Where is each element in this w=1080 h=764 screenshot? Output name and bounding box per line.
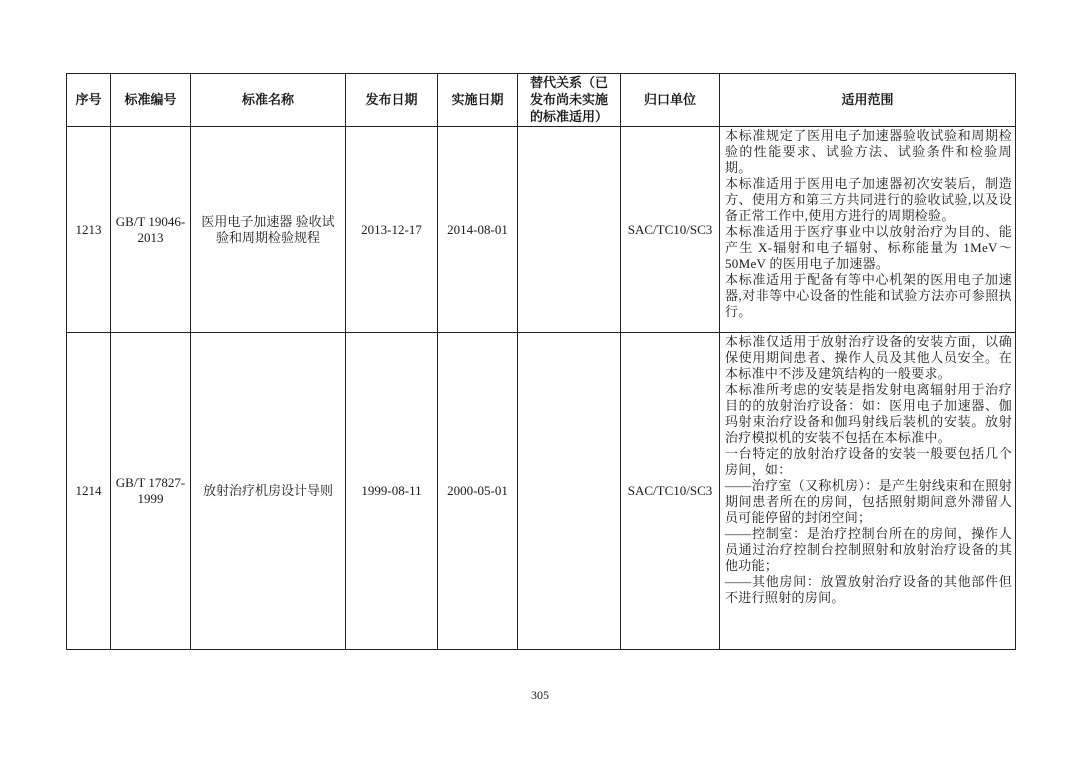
- cell-replaces: [518, 127, 621, 333]
- scope-paragraph: 本标准适用于医用电子加速器初次安装后，制造方、使用方和第三方共同进行的验收试验,以及设备正常工作中,使用方进行的周期检验。: [725, 176, 1012, 223]
- cell-scope: [720, 127, 1016, 333]
- cell-code: GB/T 17827-1999: [111, 333, 191, 650]
- page-number: 305: [531, 688, 549, 702]
- table-row: [67, 127, 1016, 333]
- cell-scope: [720, 333, 1016, 650]
- scope-paragraph: 本标准规定了医用电子加速器验收试验和周期检验的性能要求、试验方法、试验条件和检验周期。: [725, 128, 1012, 175]
- standards-table: [66, 73, 1016, 650]
- scope-paragraph: 本标准仅适用于放射治疗设备的安装方面，以确保使用期间患者、操作人员及其他人员安全。在本标准中不涉及建筑结构的一般要求。: [725, 334, 1012, 381]
- cell-seq: 1214: [67, 333, 111, 650]
- header-row: [67, 74, 1016, 127]
- scope-paragraph: ——治疗室（又称机房）：是产生射线束和在照射期间患者所在的房间，包括照射期间意外滞留人员可能停留的封闭空间；: [725, 478, 1012, 525]
- cell-code: GB/T 19046-2013: [111, 127, 191, 333]
- scope-paragraph: 本标准适用于配备有等中心机架的医用电子加速器,对非等中心设备的性能和试验方法亦可参照执行。: [725, 272, 1012, 319]
- header-replaces: 替代关系（已发布尚未实施的标准适用）: [518, 74, 621, 127]
- table-row: [67, 333, 1016, 650]
- header-code: 标准编号: [111, 74, 191, 127]
- cell-published: 2013-12-17: [346, 127, 438, 333]
- scope-paragraph: ——其他房间：放置放射治疗设备的其他部件但不进行照射的房间。: [725, 574, 1012, 605]
- header-name: 标准名称: [191, 74, 346, 127]
- header-scope: 适用范围: [720, 74, 1016, 127]
- cell-unit: SAC/TC10/SC3: [621, 127, 720, 333]
- cell-seq: 1213: [67, 127, 111, 333]
- cell-effective: 2000-05-01: [438, 333, 518, 650]
- scope-paragraph: 本标准适用于医疗事业中以放射治疗为目的、能产生 X-辐射和电子辐射、标称能量为 1MeV～50MeV 的医用电子加速器。: [725, 224, 1012, 271]
- cell-unit: SAC/TC10/SC3: [621, 333, 720, 650]
- header-effective: 实施日期: [438, 74, 518, 127]
- header-published: 发布日期: [346, 74, 438, 127]
- cell-published: 1999-08-11: [346, 333, 438, 650]
- cell-effective: 2014-08-01: [438, 127, 518, 333]
- header-seq: 序号: [67, 74, 111, 127]
- scope-paragraph: 本标准所考虑的安装是指发射电离辐射用于治疗目的的放射治疗设备：如：医用电子加速器、伽玛射束治疗设备和伽玛射线后装机的安装。放射治疗模拟机的安装不包括在本标准中。: [725, 382, 1012, 445]
- cell-replaces: [518, 333, 621, 650]
- cell-name: 放射治疗机房设计导则: [191, 333, 346, 650]
- scope-paragraph: 一台特定的放射治疗设备的安装一般要包括几个房间，如：: [725, 446, 1012, 477]
- scope-paragraph: ——控制室：是治疗控制台所在的房间，操作人员通过治疗控制台控制照射和放射治疗设备的其他功能；: [725, 526, 1012, 573]
- cell-name: 医用电子加速器 验收试验和周期检验规程: [191, 127, 346, 333]
- header-unit: 归口单位: [621, 74, 720, 127]
